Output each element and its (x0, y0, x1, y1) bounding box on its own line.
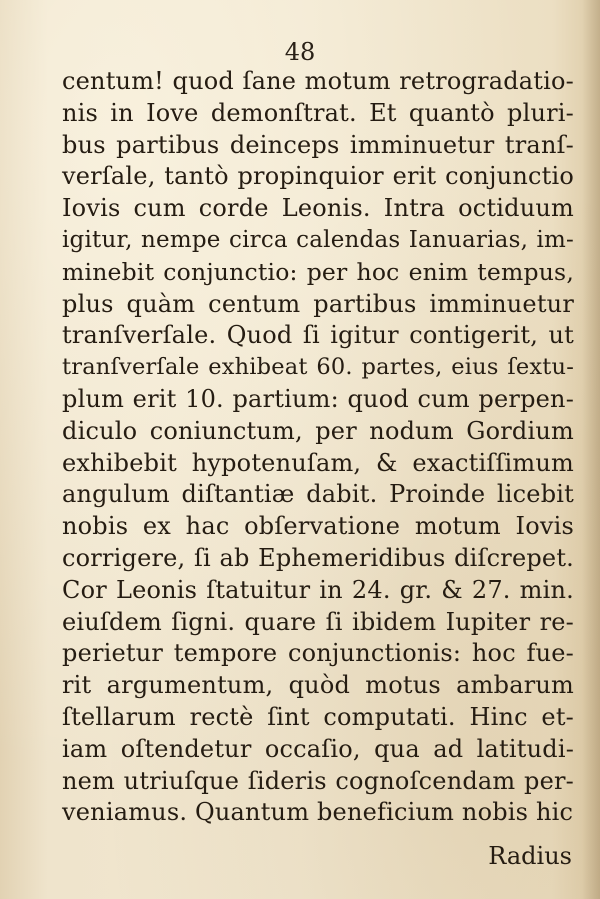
text-line: verſale, tantò propinquior erit conjunctio (62, 162, 574, 191)
text-line: exhibebit hypotenuſam, & exactiſſimum (62, 448, 574, 477)
text-line: bus partibus deinceps imminuetur tranſ- (62, 130, 574, 159)
text-line: nis in Iove demonſtrat. Et quantò pluri- (62, 98, 574, 127)
text-line: eiuſdem ſigni. quare ſi ibidem Iupiter re- (62, 607, 574, 636)
text-line: minebit conjunctio: per hoc enim tempus, (62, 257, 574, 286)
text-line: diculo coniunctum, per nodum Gordium (62, 416, 574, 445)
catchword: Radius (488, 842, 572, 870)
text-line: perietur tempore conjunctionis: hoc fue- (62, 639, 574, 668)
text-line: igitur, nempe circa calendas Ianuarias, im- (62, 226, 574, 253)
text-line: plus quàm centum partibus imminuetur (62, 289, 574, 318)
text-line: plum erit 10. partium: quod cum perpen- (62, 384, 574, 413)
text-line: centum! quod ſane motum retrogradatio- (62, 67, 574, 95)
text-line: nem utriuſque ſideris cognoſcendam per- (62, 766, 574, 795)
page-edge-shadow (582, 0, 600, 899)
text-line: ſtellarum rectè ſint computati. Hinc et- (62, 702, 574, 731)
body-text (62, 66, 574, 829)
text-line: rit argumentum, quòd motus ambarum (62, 671, 574, 700)
text-line: angulum diſtantiæ dabit. Proinde licebit (62, 480, 574, 509)
text-line: corrigere, ſi ab Ephemeridibus diſcrepet. (62, 543, 574, 572)
text-line: tranſverſale. Quod ſi igitur contigerit, ut (62, 321, 574, 350)
text-line: iam oſtendetur occaſio, qua ad latitudi- (62, 734, 574, 763)
page-number: 48 (284, 38, 316, 66)
text-line: tranſverſale exhibeat 60. partes, eius ſextu- (62, 354, 574, 381)
text-line: nobis ex hac obſervatione motum Iovis (62, 512, 574, 541)
text-line: veniamus. Quantum beneficium nobis hic (62, 798, 574, 827)
text-line: Cor Leonis ſtatuitur in 24. gr. & 27. min. (62, 575, 574, 604)
text-line: Iovis cum corde Leonis. Intra octiduum (62, 194, 574, 223)
